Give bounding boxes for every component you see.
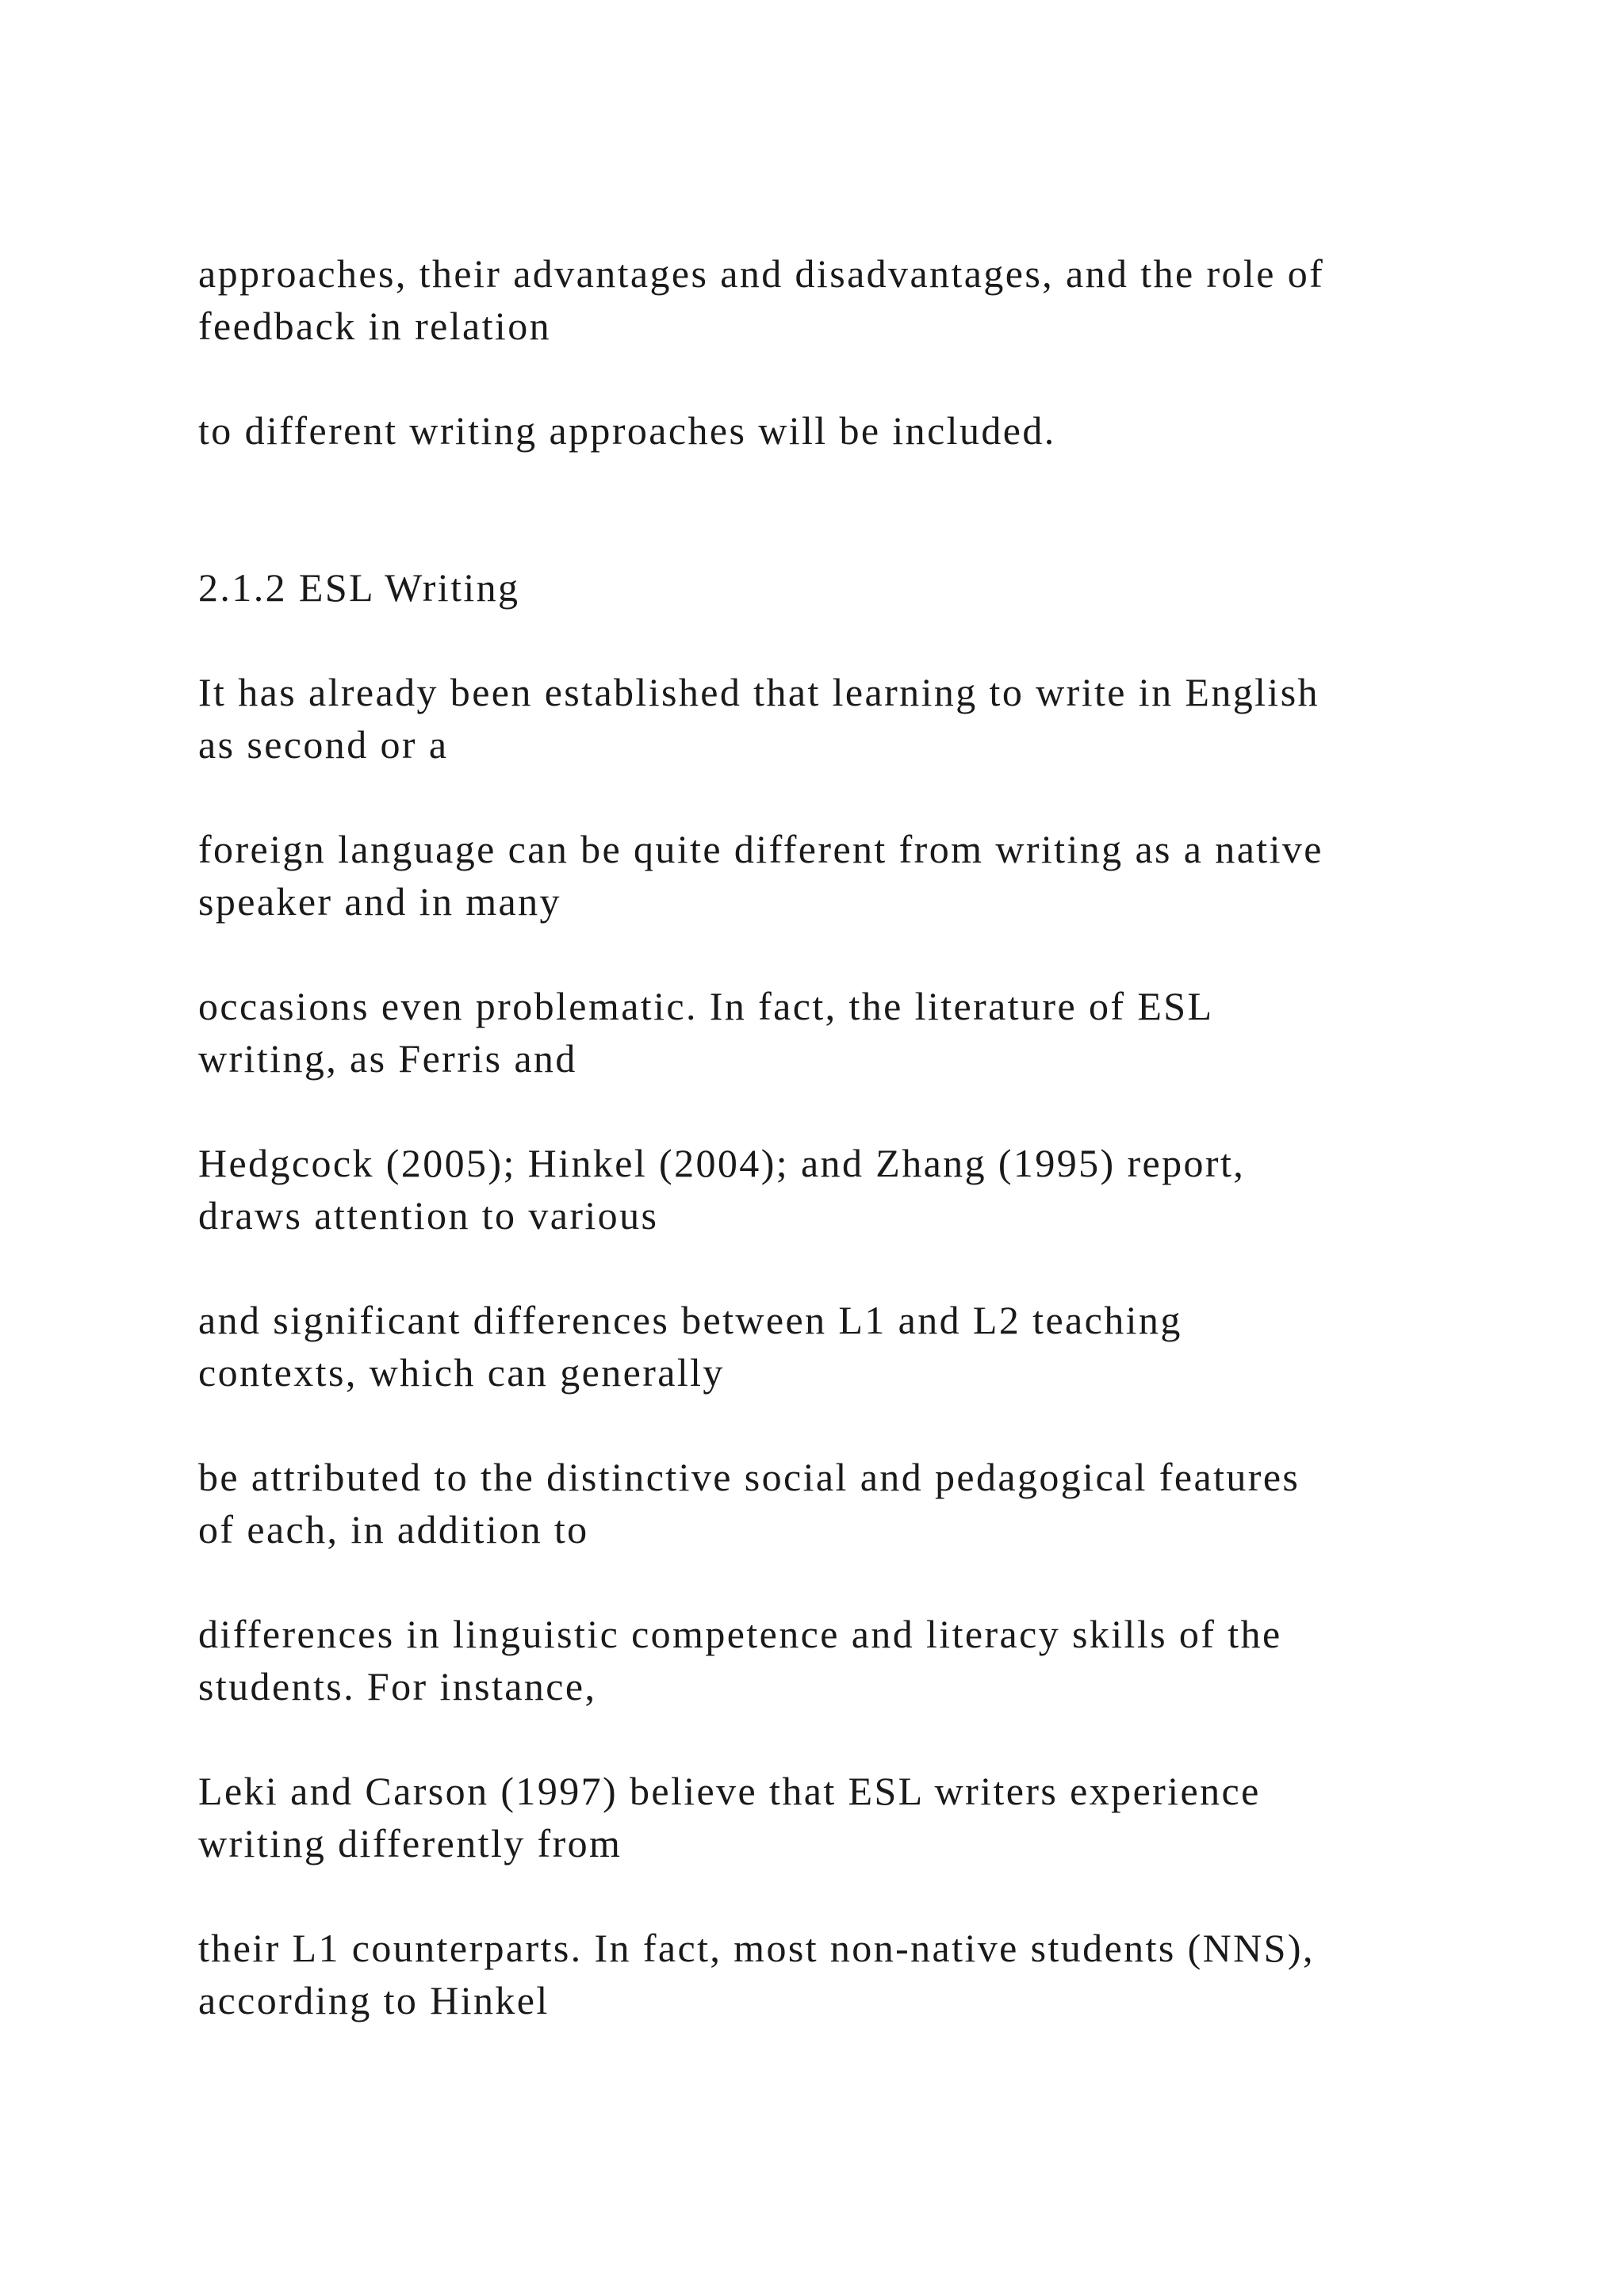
text-line: students. For instance,	[198, 1664, 597, 1709]
text-line: Hedgcock (2005); Hinkel (2004); and Zhang (1995) report,	[198, 1141, 1246, 1185]
text-line: speaker and in many	[198, 879, 561, 924]
text-line: to different writing approaches will be included.	[198, 408, 1056, 453]
text-line: their L1 counterparts. In fact, most non-native students (NNS),	[198, 1926, 1315, 1970]
text-line: feedback in relation	[198, 304, 552, 348]
text-line: as second or a	[198, 722, 449, 767]
text-line: writing differently from	[198, 1821, 622, 1866]
text-line: and significant differences between L1 and L2 teaching	[198, 1298, 1182, 1342]
text-line: be attributed to the distinctive social and pedagogical features	[198, 1455, 1300, 1499]
text-line: approaches, their advantages and disadvantages, and the role of	[198, 251, 1325, 296]
text-line: contexts, which can generally	[198, 1350, 725, 1395]
text-line: It has already been established that learning to write in English	[198, 670, 1320, 714]
text-line: Leki and Carson (1997) believe that ESL writers experience	[198, 1769, 1261, 1813]
text-line: writing, as Ferris and	[198, 1036, 577, 1081]
section-heading: 2.1.2 ESL Writing	[198, 565, 520, 610]
text-line: differences in linguistic competence and literacy skills of the	[198, 1612, 1282, 1656]
text-line: foreign language can be quite different from writing as a native	[198, 827, 1323, 871]
text-line: according to Hinkel	[198, 1978, 550, 2022]
text-line: occasions even problematic. In fact, the literature of ESL	[198, 984, 1214, 1028]
text-line: draws attention to various	[198, 1193, 659, 1238]
text-line: of each, in addition to	[198, 1507, 589, 1552]
